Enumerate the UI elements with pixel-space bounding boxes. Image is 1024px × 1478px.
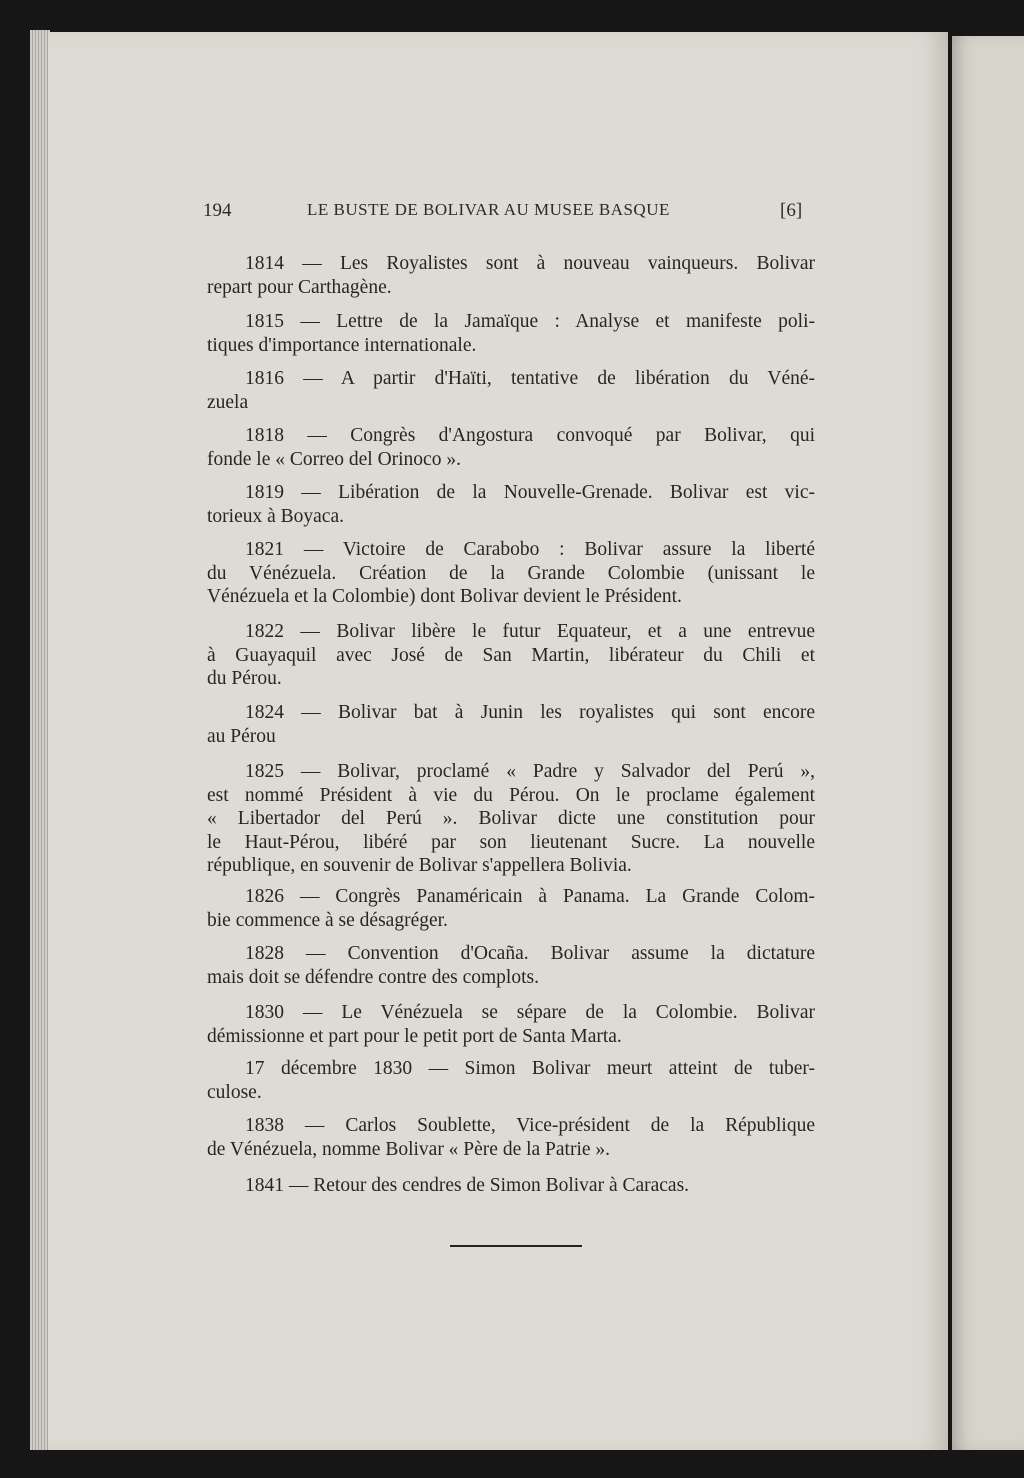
entry-line: « Libertador del Perú ». Bolivar dicte une constitution pour xyxy=(207,808,815,829)
chronology-entry xyxy=(207,1174,815,1198)
entry-line: 1818 — Congrès d'Angostura convoqué par Bolivar, qui xyxy=(245,425,815,446)
entry-line: 1816 — A partir d'Haïti, tentative de libération du Véné- xyxy=(245,368,815,389)
entry-line: 1826 — Congrès Panaméricain à Panama. La Grande Colom- xyxy=(245,886,815,907)
entry-line: 1830 — Le Vénézuela se sépare de la Colombie. Bolivar xyxy=(245,1002,815,1023)
chronology-entry xyxy=(207,424,815,471)
chronology-entry xyxy=(207,310,815,357)
entry-line: de Vénézuela, nomme Bolivar « Père de la Patrie ». xyxy=(207,1138,611,1160)
entry-line: 1841 — Retour des cendres de Simon Bolivar à Caracas. xyxy=(245,1175,690,1196)
chronology-entry xyxy=(207,701,815,748)
entry-line: zuela xyxy=(207,391,249,413)
entry-line: du Vénézuela. Création de la Grande Colombie (unissant le xyxy=(207,562,815,584)
chronology-entry xyxy=(207,252,815,299)
chronology-entry xyxy=(207,1001,815,1048)
entry-line: repart pour Carthagène. xyxy=(207,276,392,298)
chronology-entry xyxy=(207,367,815,414)
section-number: [6] xyxy=(780,200,803,221)
entry-line: 1822 — Bolivar libère le futur Equateur, et a une entrevue xyxy=(245,621,815,642)
entry-line: bie commence à se désagréger. xyxy=(207,909,448,931)
chronology-entry xyxy=(207,885,815,932)
entry-line: le Haut-Pérou, libéré par son lieutenant Sucre. La nouvelle xyxy=(207,831,815,853)
facing-page-edge xyxy=(952,36,1024,1450)
entry-line: torieux à Boyaca. xyxy=(207,505,344,527)
page-number: 194 xyxy=(203,200,232,221)
entry-line: 1814 — Les Royalistes sont à nouveau vainqueurs. Bolivar xyxy=(245,253,815,274)
entry-line: 1825 — Bolivar, proclamé « Padre y Salvador del Perú », xyxy=(245,761,815,782)
page-edges xyxy=(30,30,50,1450)
entry-line: république, en souvenir de Bolivar s'appellera Bolivia. xyxy=(207,855,632,876)
entry-line: démissionne et part pour le petit port de Santa Marta. xyxy=(207,1025,622,1047)
entry-line: fonde le « Correo del Orinoco ». xyxy=(207,448,461,470)
chronology-entry xyxy=(207,942,815,989)
entry-line: 1821 — Victoire de Carabobo : Bolivar assure la liberté xyxy=(245,539,815,560)
chronology-entry xyxy=(207,760,815,878)
running-title: LE BUSTE DE BOLIVAR AU MUSEE BASQUE xyxy=(307,200,670,219)
entry-line: 1838 — Carlos Soublette, Vice-président de la République xyxy=(245,1115,815,1136)
entry-line: tiques d'importance internationale. xyxy=(207,334,477,356)
entry-line: mais doit se défendre contre des complots. xyxy=(207,966,539,988)
entry-line: culose. xyxy=(207,1081,262,1103)
entry-line: est nommé Président à vie du Pérou. On le proclame également xyxy=(207,784,815,806)
entry-line: 17 décembre 1830 — Simon Bolivar meurt atteint de tuber- xyxy=(245,1058,815,1079)
end-rule xyxy=(450,1245,582,1247)
entry-line: du Pérou. xyxy=(207,668,282,689)
chronology-entry xyxy=(207,481,815,528)
entry-line: 1824 — Bolivar bat à Junin les royalistes qui sont encore xyxy=(245,702,815,723)
entry-line: à Guayaquil avec José de San Martin, libérateur du Chili et xyxy=(207,644,815,666)
chronology-entry xyxy=(207,620,815,691)
entry-line: 1828 — Convention d'Ocaña. Bolivar assume la dictature xyxy=(245,943,815,964)
entry-line: 1819 — Libération de la Nouvelle-Grenade. Bolivar est vic- xyxy=(245,482,815,503)
chronology-entry xyxy=(207,1057,815,1104)
chronology-entry xyxy=(207,538,815,609)
entry-line: au Pérou xyxy=(207,725,276,747)
entry-line: 1815 — Lettre de la Jamaïque : Analyse et manifeste poli- xyxy=(245,311,815,332)
chronology-entry xyxy=(207,1114,815,1161)
entry-line: Vénézuela et la Colombie) dont Bolivar devient le Président. xyxy=(207,586,682,607)
